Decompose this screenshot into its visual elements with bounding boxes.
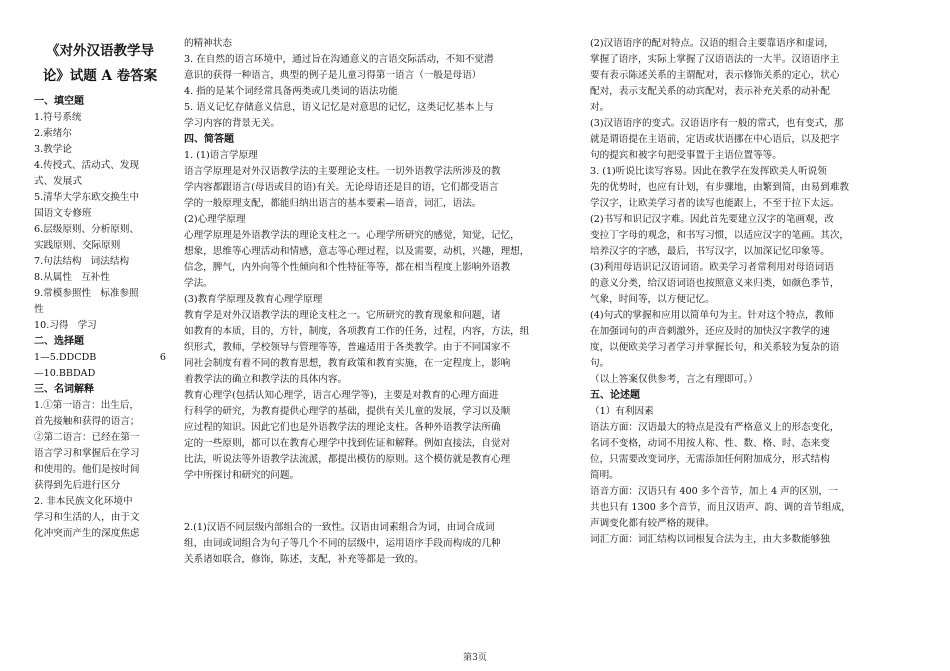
column-right-text [590, 36, 912, 548]
text-line: 关系诸如联合，修饰，陈述，支配，补充等都是一致的。 [184, 554, 424, 565]
text-line: 学内容都跟语言(母语或目的语)有关。无论母语还是目的语，它们都受语言 [184, 182, 499, 193]
text-line: (3)汉语语序的变式。汉语语序有一般的常式，也有变式，那 [590, 118, 844, 129]
text-line: 简明。 [590, 470, 619, 481]
text-line: 1.符号系统 [34, 112, 82, 123]
text-line: 掌握了语序，实际上掌握了汉语语法的一大半。汉语语序主 [590, 54, 840, 65]
text-line: 对。 [590, 102, 610, 113]
text-line: 如教育的本质，目的，方针，制度，各项教育工作的任务，过程，内容，方法，组 [184, 326, 530, 337]
text-line: （以上答案仅供参考，言之有理即可。） [590, 374, 758, 385]
text-line: 6.层级原则、分析原则、 [34, 224, 140, 235]
section-heading: 四、简答题 [184, 134, 234, 145]
text-line: 组，由词或词组合为句子等几个不同的层级中，运用语序手段而构成的几种 [184, 538, 501, 549]
text-line: 3. 在自然的语言环境中，通过旨在沟通意义的言语交际活动，不知不觉潜 [184, 54, 494, 65]
text-line: 位，只需要改变词序，无需添加任何附加成分，形式结构 [590, 454, 830, 465]
document-title-line-2: 论》试题 A 卷答案 [42, 68, 158, 84]
text-line: 织形式，教师，学校领导与管理等等，普遍适用于各类教学。由于不同国家不 [184, 342, 511, 353]
text-line: 式、发展式 [34, 176, 82, 187]
text-line: 化冲突而产生的深度焦虑 [34, 528, 140, 539]
text-line: 先的优势时，也应有计划，有步骤地，由繁到简，由易到难教 [590, 182, 850, 193]
text-line: 2.(1)汉语不同层级内部组合的一致性。汉语由词素组合为词，由词合成词 [184, 522, 495, 533]
text-line: 定的一些原则，都可以在教育心理学中找到佐证和解释。例如直接法，自觉对 [184, 438, 511, 449]
text-line: 想象，思维等心理活动和情感，意志等心理过程，以及需要，动机，兴趣，理想， [184, 246, 530, 257]
text-line: 意识的获得一种语言，典型的例子是儿童习得第一语言（一般是母语） [184, 70, 482, 81]
text-line: 要有表示陈述关系的主谓配对，表示修饰关系的定心，状心 [590, 70, 840, 81]
text-line: 2.索绪尔 [34, 128, 72, 139]
text-line: 就是谓语提在主语前，定语或状语挪在中心语后，以及把字 [590, 134, 840, 145]
text-line: 信念，脾气，内外向等个性倾向和个性特征等等，都在相当程度上影响外语教 [184, 262, 511, 273]
page-number: 第3页 [463, 653, 487, 663]
text-line: 获得到先后进行区分 [34, 480, 121, 491]
text-line: 学习和生活的人，由于文 [34, 512, 140, 523]
text-line: ②第二语言：已经在第一 [34, 432, 140, 443]
text-line: 度，以便欧美学习者学习并掌握长句，和关系较为复杂的语 [590, 342, 840, 353]
text-line: 首先接触和获得的语言； [34, 416, 140, 427]
text-line: (3)教育学原理及教育心理学原理 [184, 294, 323, 305]
column-middle [184, 36, 570, 568]
text-line: 在加强词句的声音刺激外，还应及时的加快汉字教学的速 [590, 326, 830, 337]
text-line: 语法方面：汉语最大的特点是没有严格意义上的形态变化， [590, 422, 840, 433]
text-line: 的意义分类，给汉语词语也按照意义来归类，如颜色季节， [590, 278, 840, 289]
text-line: 和使用的。他们是按时间 [34, 464, 140, 475]
text-line: 共也只有 1300 多个音节，而且汉语声、韵、调的音节组成， [590, 502, 851, 513]
text-line: 3.教学论 [34, 144, 72, 155]
text-line: 变拉丁字母的观念，和书写习惯，以适应汉字的笔画。其次， [590, 230, 850, 241]
text-line: 学习内容的背景无关。 [184, 118, 280, 129]
text-line: 语言学习和掌握后在学习 [34, 448, 140, 459]
text-line: 声调变化都有较严格的规律。 [590, 518, 715, 529]
text-line: (3)利用母语识记汉语词语。欧美学习者常利用对母语词语 [590, 262, 834, 273]
text-line: 2. 非本民族文化环境中 [34, 496, 133, 507]
document-title-line-1: 《对外汉语教学导 [46, 43, 154, 59]
text-line: 性 [34, 304, 44, 315]
column-left-text [34, 94, 166, 542]
text-line: 实践原则、交际原则 [34, 240, 121, 251]
text-line: 7.句法结构 词法结构 [34, 256, 130, 267]
text-line: 3. (1)听说比读写容易。因此在教学在发挥欧美人听说领 [590, 166, 827, 177]
text-line: 名词不变格，动词不用按人称、性、数、格、时、态来变 [590, 438, 830, 449]
text-line: 1—5.DDCDB 6 [34, 352, 166, 363]
column-left [34, 36, 166, 542]
text-line: 学汉字，让欧美学习者的读写也能跟上，不至于拉下太远。 [590, 198, 840, 209]
text-line: 比法，听说法等外语教学法流派，都提出模仿的原则。这个模仿就是教育心理 [184, 454, 511, 465]
text-line: 5.清华大学东欧交换生中 [34, 192, 140, 203]
text-line: 培养汉字的字感，最后，书写汉字，以加深记忆印象等。 [590, 246, 830, 257]
text-line: 9.常模参照性 标准参照 [34, 288, 139, 299]
text-line: 4.传授式、活动式、发现 [34, 160, 140, 171]
text-line: 1.①第一语言：出生后， [34, 400, 140, 411]
section-heading: 一、填空题 [34, 96, 84, 107]
column-middle-text [184, 36, 570, 568]
text-line: 的精神状态 [184, 38, 232, 49]
text-line: 5. 语义记忆存储意义信息，语义记忆是对意思的记忆，这类记忆基本上与 [184, 102, 494, 113]
text-line: 语言学原理是对外汉语教学法的主要理论支柱。一切外语教学法所涉及的教 [184, 166, 501, 177]
text-line: 语音方面：汉语只有 400 多个音节，加上 4 声的区别，一 [590, 486, 838, 497]
text-line: 教育学是对外汉语教学法的理论支柱之一。它所研究的教育现象和问题，诸 [184, 310, 501, 321]
text-line: 教育心理学(包括认知心理学，语言心理学等)，主要是对教育的心理方面进 [184, 390, 499, 401]
text-line: (2)汉语语序的配对特点。汉语的组合主要靠语序和虚词， [590, 38, 834, 49]
text-line: 气象，时间等，以方便记忆。 [590, 294, 715, 305]
text-line: 句的提宾和被字句把受事置于主语位置等等。 [590, 150, 782, 161]
text-line: (4)句式的掌握和应用以简单句为主。针对这个特点，教师 [590, 310, 834, 321]
text-line: 句。 [590, 358, 610, 369]
text-line [184, 484, 570, 520]
text-line: 同社会制度有着不同的教育思想，教育政策和教育实施，在一定程度上，影响 [184, 358, 511, 369]
text-line: 4. 指的是某个词经常具备两类或几类词的语法功能 [184, 86, 398, 97]
section-heading: 五、论述题 [590, 390, 640, 401]
text-line: 学法。 [184, 278, 213, 289]
text-line: 心理学原理是外语教学法的理论支柱之一。心理学所研究的感觉，知觉，记忆， [184, 230, 520, 241]
text-line: 应过程的知识。因此它们也是外语教学法的理论支柱。各种外语教学法所确 [184, 422, 501, 433]
section-heading: 三、名词解释 [34, 384, 94, 395]
text-line: 词汇方面：词汇结构以词根复合法为主，由大多数能够独 [590, 534, 830, 545]
text-line: (2)心理学原理 [184, 214, 246, 225]
text-line: 1. (1)语言学原理 [184, 150, 258, 161]
text-line: 配对，表示支配关系的动宾配对，表示补充关系的动补配 [590, 86, 830, 97]
section-heading: 二、选择题 [34, 336, 84, 347]
text-line: （1）有利因素 [590, 406, 654, 417]
text-line: 8.从属性 互补性 [34, 272, 110, 283]
text-line: 国语文专修班 [34, 208, 92, 219]
text-line: 学的一般原理支配，都能归纳出语言的基本要素—语音，词汇，语法。 [184, 198, 482, 209]
text-line: 着教学法的确立和教学法的具体内容。 [184, 374, 348, 385]
text-line: (2)书写和识记汉字难。因此首先要建立汉字的笔画观，改 [590, 214, 834, 225]
text-line: —10.BBDAD [34, 368, 96, 379]
text-line: 10.习得 学习 [34, 320, 97, 331]
column-right [590, 36, 912, 548]
text-line: 学中所探讨和研究的问题。 [184, 470, 300, 481]
text-line: 行科学的研究，为教育提供心理学的基础，提供有关儿童的发展，学习以及顺 [184, 406, 511, 417]
